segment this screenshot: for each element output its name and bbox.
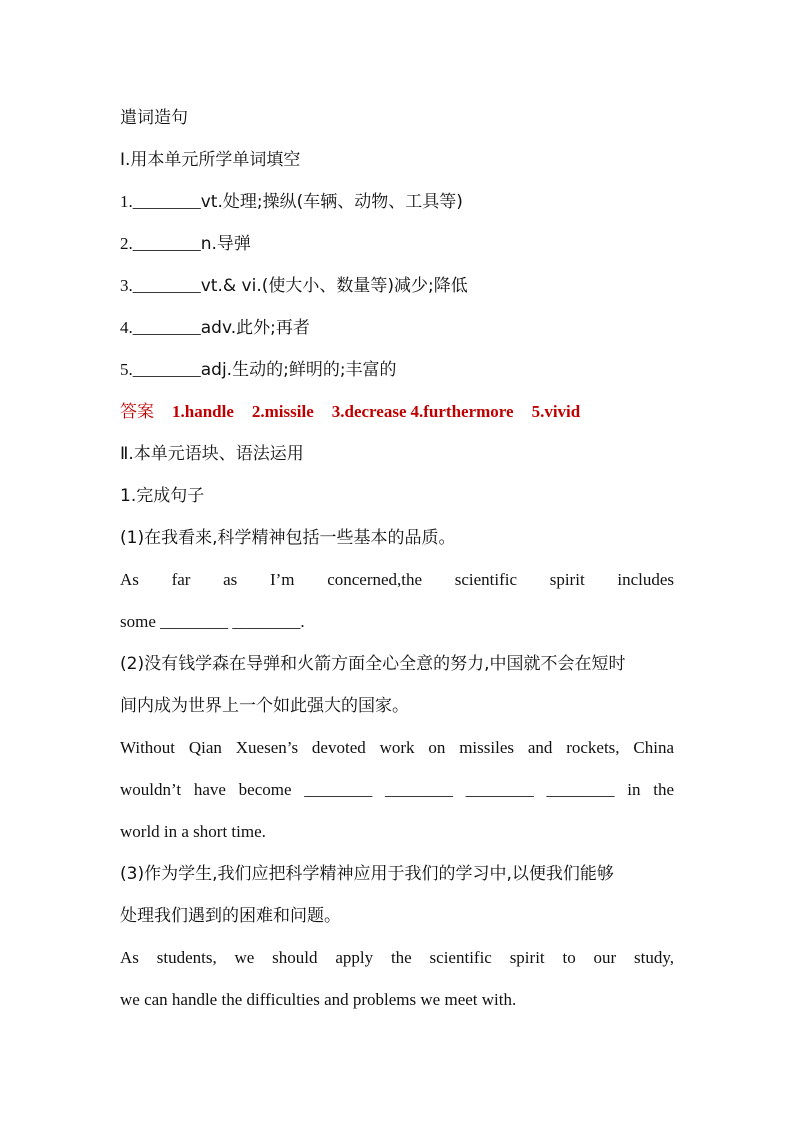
answer-label: 答案 (120, 402, 154, 422)
answer-4: 4.furthermore (410, 402, 514, 421)
section2-subtitle: 1.完成句子 (120, 486, 205, 506)
heading: 遣词造句 (120, 108, 188, 128)
vocab-item-3 (120, 265, 674, 307)
item-definition: adv.此外;再者 (200, 318, 310, 338)
item-definition: vt.& vi.(使大小、数量等)减少;降低 (200, 276, 468, 296)
q1-english-line1: As far as I’m concerned,the scientific spirit includes (120, 570, 674, 589)
vocab-item-1 (120, 181, 674, 223)
q2-english-line2: wouldn’t have become ________ ________ ________ ________ in the (120, 780, 674, 799)
answer-5: 5.vivid (531, 402, 581, 421)
vocab-item-4 (120, 307, 674, 349)
q1-chinese: (1)在我看来,科学精神包括一些基本的品质。 (120, 528, 456, 548)
section2-title: Ⅱ.本单元语块、语法运用 (120, 444, 304, 464)
fill-blank: ________ (132, 318, 201, 337)
q2-english-line1: Without Qian Xuesen’s devoted work on missiles and rockets, China (120, 738, 674, 757)
fill-blank: ________ (132, 360, 201, 379)
section1-title: Ⅰ.用本单元所学单词填空 (120, 150, 301, 170)
item-definition: vt.处理;操纵(车辆、动物、工具等) (200, 192, 463, 212)
document-content (120, 97, 674, 1021)
item-number: 1. (120, 192, 133, 211)
q1-english-line2: some ________ ________. (120, 612, 305, 631)
item-number: 4. (120, 318, 133, 337)
q2-english-line3: world in a short time. (120, 822, 266, 841)
item-number: 2. (120, 234, 133, 253)
answer-2: 2.missile (251, 402, 314, 421)
answer-3: 3.decrease (331, 402, 407, 421)
q3-english-line2: we can handle the difficulties and problems we meet with. (120, 990, 517, 1009)
fill-blank: ________ (132, 234, 201, 253)
answer-row (120, 391, 674, 433)
q2-chinese-line1: (2)没有钱学森在导弹和火箭方面全心全意的努力,中国就不会在短时 (120, 654, 626, 674)
q3-english-line1: As students, we should apply the scientific spirit to our study, (120, 948, 674, 967)
q2-chinese-line2: 间内成为世界上一个如此强大的国家。 (120, 696, 409, 716)
item-number: 3. (120, 276, 133, 295)
vocab-item-5 (120, 349, 674, 391)
item-number: 5. (120, 360, 133, 379)
vocab-item-2 (120, 223, 674, 265)
item-definition: n.导弹 (200, 234, 251, 254)
q3-chinese-line2: 处理我们遇到的困难和问题。 (120, 906, 341, 926)
q3-chinese-line1: (3)作为学生,我们应把科学精神应用于我们的学习中,以便我们能够 (120, 864, 614, 884)
item-definition: adj.生动的;鲜明的;丰富的 (200, 360, 397, 380)
answer-1: 1.handle (172, 402, 234, 421)
fill-blank: ________ (132, 192, 201, 211)
fill-blank: ________ (132, 276, 201, 295)
